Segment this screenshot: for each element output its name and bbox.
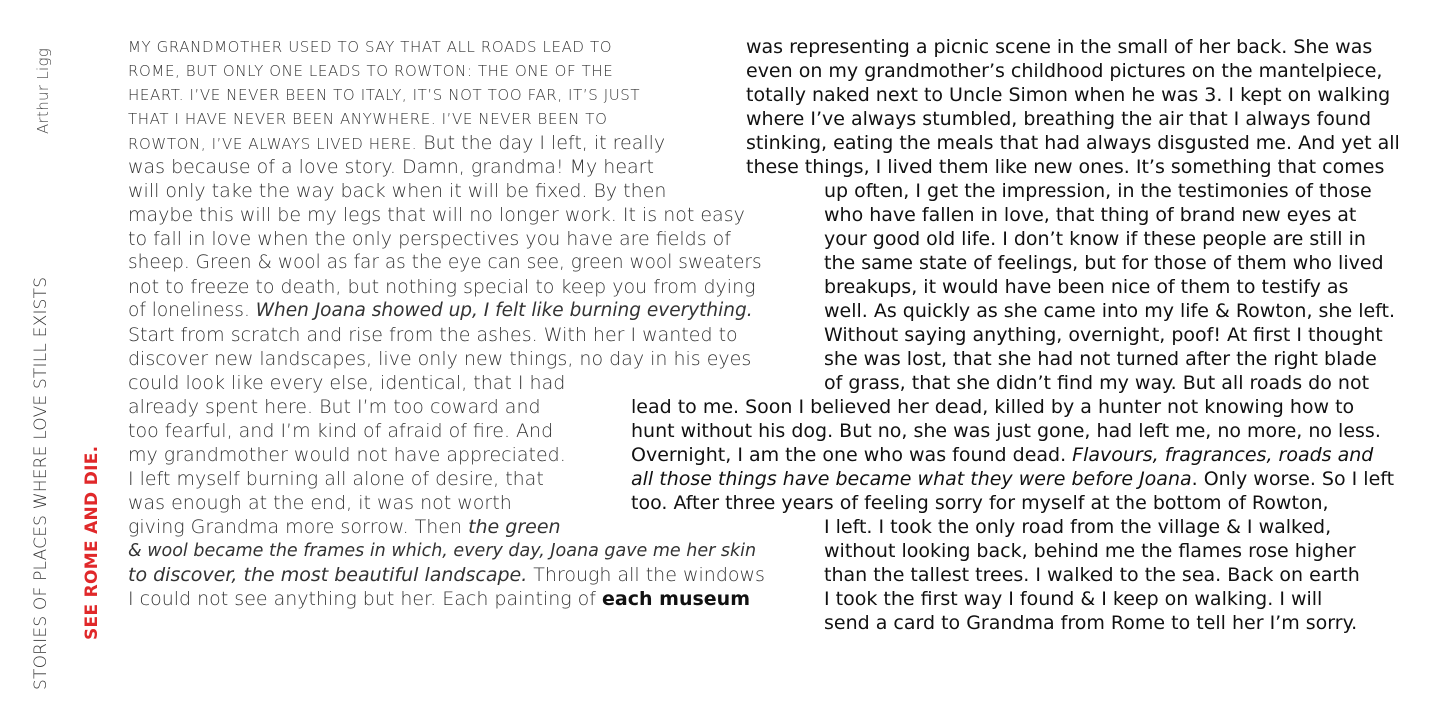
italic-run: all those things have became what they were before Joana [631, 468, 1192, 490]
text-line: I took the first way I found & I keep on walking. I will [824, 588, 1323, 610]
text-line: Without saying anything, overnight, poof! At first I thought [824, 324, 1383, 346]
text-line: to fall in love when the only perspectives you have are fields of [128, 228, 731, 250]
italic-run: to discover, the most beautiful landscape. [128, 564, 528, 586]
text-line [128, 515, 561, 539]
text-line: ROME, BUT ONLY ONE LEADS TO ROWTON: THE ONE OF THE [128, 62, 614, 80]
text-line: even on my grandmother’s childhood pictures on the mantelpiece, [746, 60, 1383, 82]
text-line: was enough at the end, it was not worth [128, 492, 512, 514]
text-line: where I’ve always stumbled, breathing the air that I always found [746, 108, 1372, 130]
caps-run: ROWTON, I’VE ALWAYS LIVED HERE. [128, 135, 418, 153]
text-line: lead to me. Soon I believed her dead, killed by a hunter not knowing how to [631, 396, 1355, 418]
text-line: breakups, it would have been nice of them to testify as [824, 276, 1349, 298]
italic-run: the green [468, 516, 561, 538]
author-name: Arthur Ligg [34, 47, 52, 134]
text-line: totally naked next to Uncle Simon when he was 3. I kept on walking [746, 84, 1391, 106]
text-line: will only take the way back when it will be fixed. By then [128, 180, 667, 202]
text-line: was representing a picnic scene in the small of her back. She was [746, 36, 1373, 58]
text-line: than the tallest trees. I walked to the sea. Back on earth [824, 564, 1360, 586]
text-line [128, 299, 753, 323]
text-line: MY GRANDMOTHER USED TO SAY THAT ALL ROADS LEAD TO [128, 38, 613, 56]
text-line: Start from scratch and rise from the ashes. With her I wanted to [128, 324, 738, 346]
text-line: stinking, eating the meals that had always disgusted me. And yet all [746, 132, 1400, 154]
bold-run: each museum [602, 588, 750, 610]
italic-run: Flavours, fragrances, roads and [1072, 444, 1374, 466]
text-line: sheep. Green & wool as far as the eye can see, green wool sweaters [128, 252, 762, 273]
text-line: well. As quickly as she came into my life & Rowton, she left. [824, 300, 1396, 322]
text-run: giving Grandma more sorrow. Then [128, 516, 469, 538]
text-line: maybe this will be my legs that will no longer work. It is not easy [128, 204, 745, 226]
text-line: of grass, that she didn’t find my way. But all roads do not [824, 372, 1370, 394]
text-line: & wool became the frames in which, every day, Joana gave me her skin [128, 541, 757, 561]
text-line: hunt without his dog. But no, she was just gone, had left me, no more, no less. [631, 420, 1381, 442]
text-line: up often, I get the impression, in the testimonies of those [824, 180, 1372, 202]
text-line: was because of a love story. Damn, grandma! My heart [128, 156, 654, 178]
text-line [128, 131, 665, 156]
text-line: too. After three years of feeling sorry for myself at the bottom of Rowton, [631, 492, 1329, 514]
text-line: too fearful, and I’m kind of afraid of fire. And [128, 420, 554, 442]
text-line [631, 443, 1373, 467]
text-line: not to freeze to death, but nothing special to keep you from dying [128, 276, 756, 298]
text-line: the same state of feelings, but for those of them who lived [824, 252, 1384, 274]
text-line [128, 587, 750, 611]
text-run: But the day I left, it really [417, 132, 666, 154]
series-title: STORIES OF PLACES WHERE LOVE STILL EXISTS [31, 276, 51, 690]
italic-run: When Joana showed up, I felt like burning everything. [255, 300, 753, 321]
text-run: of loneliness. [128, 300, 256, 321]
text-line: THAT I HAVE NEVER BEEN ANYWHERE. I’VE NEVER BEEN TO [128, 110, 608, 128]
text-line: your good old life. I don’t know if these people are still in [824, 228, 1366, 250]
text-line: I left myself burning all alone of desire, that [128, 468, 544, 490]
text-line: without looking back, behind me the flames rose higher [824, 540, 1356, 562]
text-line: my grandmother would not have appreciated. [128, 444, 566, 466]
text-run: Overnight, I am the one who was found dead. [631, 444, 1073, 466]
text-line [128, 563, 765, 587]
text-line: send a card to Grandma from Rome to tell her I’m sorry. [824, 612, 1358, 634]
text-line: these things, I lived them like new ones. It’s something that comes [746, 156, 1385, 178]
text-run: . Only worse. So I left [1191, 468, 1395, 490]
text-line: who have fallen in love, that thing of brand new eyes at [824, 204, 1357, 226]
text-line: discover new landscapes, live only new things, no day in his eyes [128, 348, 752, 370]
text-line: she was lost, that she had not turned after the right blade [824, 348, 1377, 370]
text-line [631, 467, 1394, 491]
text-run: Through all the windows [527, 564, 765, 586]
text-line: HEART. I’VE NEVER BEEN TO ITALY, IT’S NOT TOO FAR, IT’S JUST [128, 86, 641, 104]
story-title: SEE ROME AND DIE. [82, 445, 102, 640]
text-line: already spent here. But I’m too coward and [128, 396, 541, 418]
text-line: I left. I took the only road from the village & I walked, [824, 516, 1332, 538]
text-line: could look like every else, identical, that I had [128, 372, 566, 394]
text-run: I could not see anything but her. Each painting of [128, 588, 603, 610]
